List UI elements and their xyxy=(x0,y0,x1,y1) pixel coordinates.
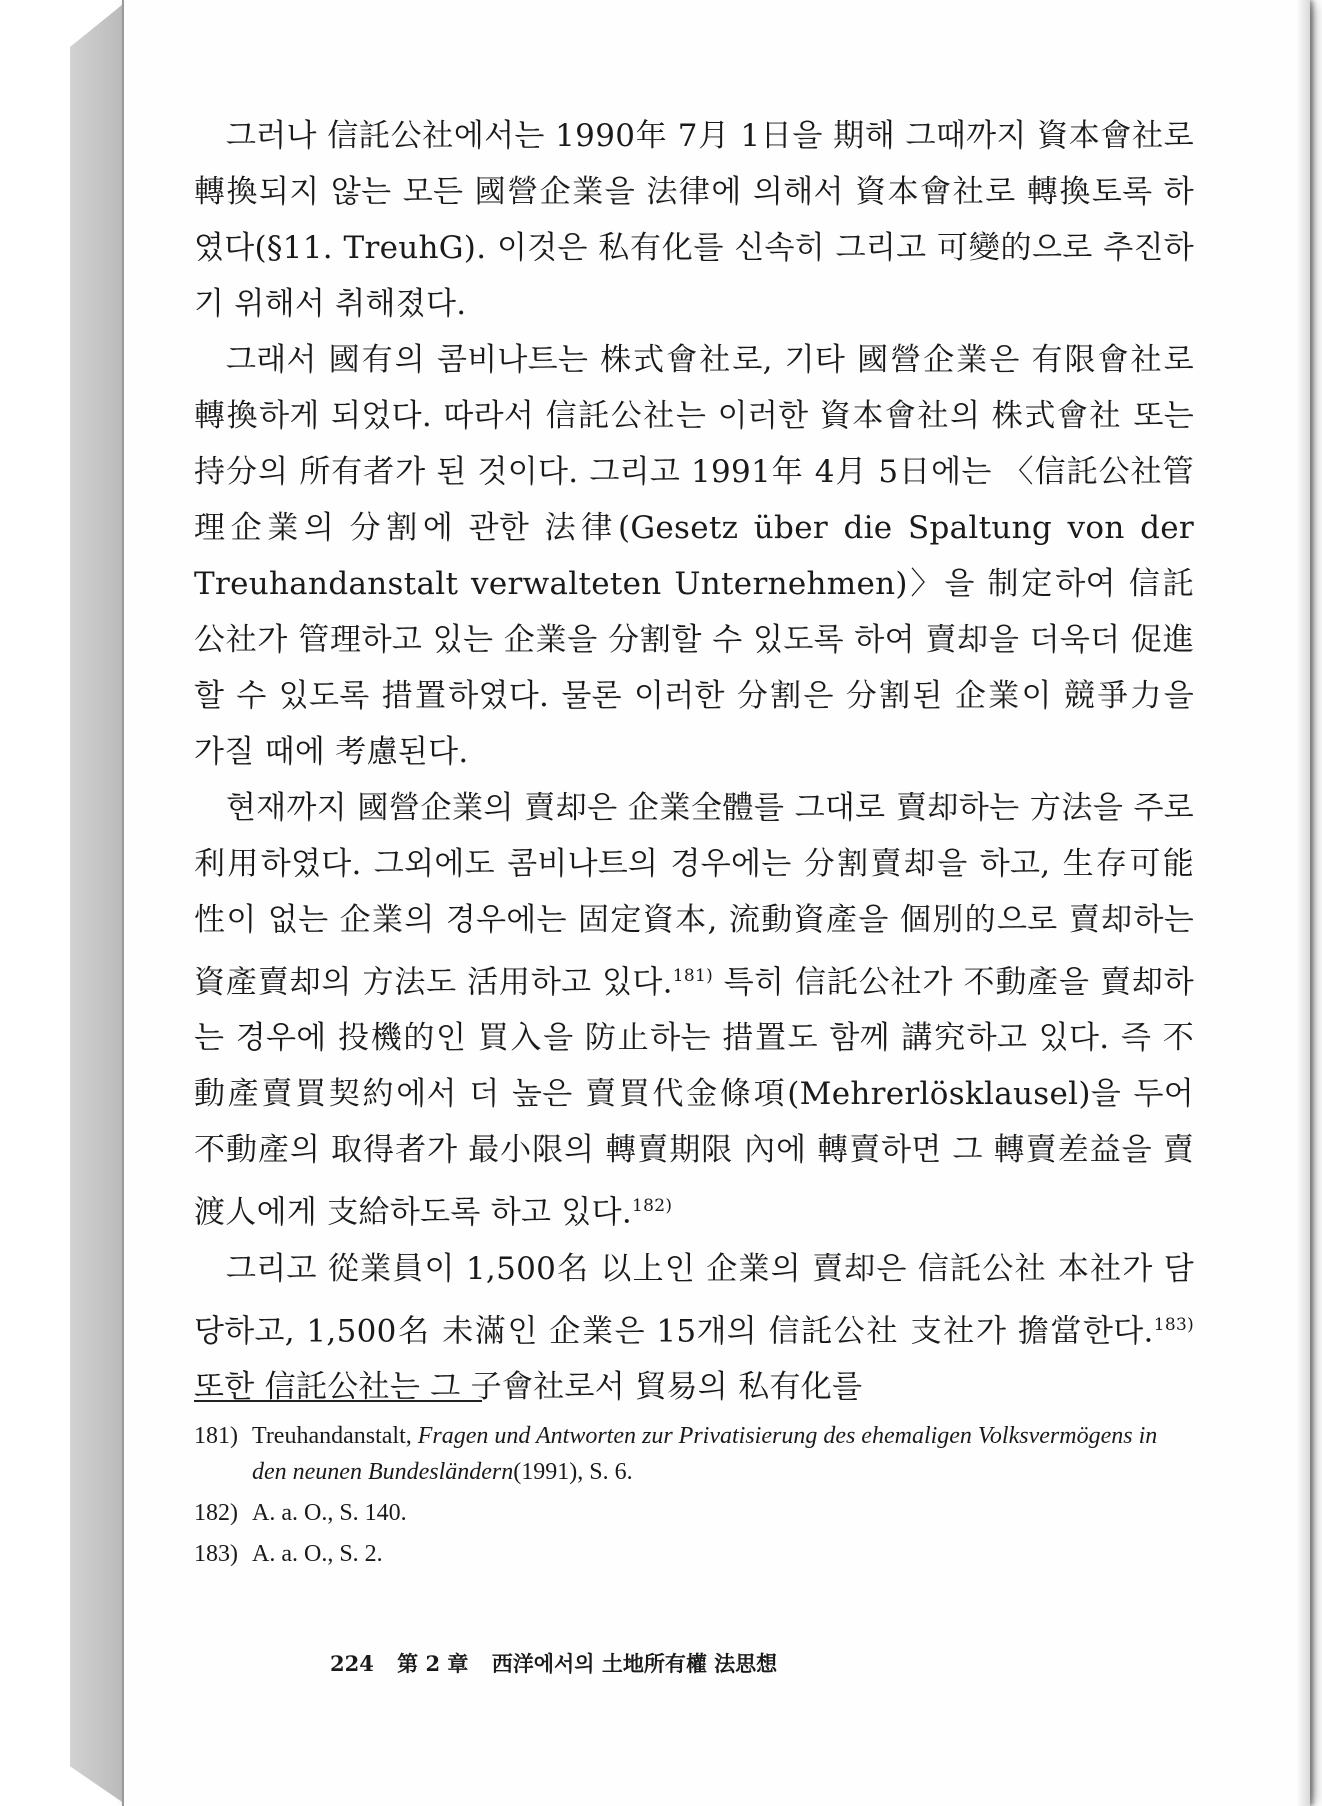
paragraph-3 xyxy=(194,780,1194,1241)
paragraph-1 xyxy=(194,108,1194,332)
footnotes xyxy=(194,1418,1194,1577)
footnote-ref-182[interactable]: 182) xyxy=(632,1196,673,1217)
running-footer xyxy=(330,1648,793,1678)
footnote-author: Treuhandanstalt, xyxy=(252,1423,412,1449)
footnote-182 xyxy=(194,1495,1194,1531)
footnote-text: A. a. O., S. 2. xyxy=(252,1541,383,1567)
paragraph-3-text-cont: 특히 信託公社가 不動產을 賣却하는 경우에 投機的인 買入을 防止하는 措置도 함께 講究하고 있다. 즉 不動產賣買契約에서 더 높은 賣買代金條項(Mehrerlösklausel)을 두어 不動產의 取得者가 最小限의 轉賣期限 內에 轉賣하면 그 轉賣差益을 賣渡人에게 支給하도록 하고 있다. xyxy=(194,964,1195,1231)
footnote-number: 183) xyxy=(194,1541,238,1567)
footnote-text: A. a. O., S. 140. xyxy=(252,1500,407,1526)
footnote-text xyxy=(252,1418,1194,1490)
paragraph-2-text: 그래서 國有의 콤비나트는 株式會社로, 기타 國營企業은 有限會社로 轉換하게 되었다. 따라서 信託公社는 이러한 資本會社의 株式會社 또는 持分의 所有者가 된 것이다. 그리고 1991年 4月 5日에는 〈信託公社管理企業의 分割에 관한 法律(Gesetz über die Spaltung von der Treuhandanstalt verwalteten Unternehmen)〉을 制定하여 信託公社가 管理하고 있는 企業을 分割할 수 있도록 하여 賣却을 더욱더 促進할 수 있도록 措置하였다. 물론 이러한 分割은 分割된 企業이 競爭力을 가질 때에 考慮된다. xyxy=(194,342,1194,770)
page-edge xyxy=(1296,0,1310,1806)
body-text xyxy=(194,108,1194,1415)
paragraph-4-text-cont: 또한 信託公社는 그 子會社로서 貿易의 私有化를 xyxy=(194,1368,863,1405)
footnote-rest: (1991), S. 6. xyxy=(513,1459,633,1485)
page-number: 224 xyxy=(330,1651,374,1676)
book-spine xyxy=(70,0,128,1806)
footnote-number: 181) xyxy=(194,1423,238,1449)
footnote-title: Fragen und Antworten zur Privatisierung des ehemaligen Volksvermögens in den neunen Bundesländern xyxy=(252,1423,1158,1485)
footnote-181 xyxy=(194,1418,1194,1490)
paragraph-3-text: 현재까지 國營企業의 賣却은 企業全體를 그대로 賣却하는 方法을 주로 利用하였다. 그외에도 콤비나트의 경우에는 分割賣却을 하고, 生存可能性이 없는 企業의 경우에는 固定資本, 流動資產을 個別的으로 賣却하는 資產賣却의 方法도 活用하고 있다. xyxy=(194,790,1194,1001)
footnote-number: 182) xyxy=(194,1500,238,1526)
chapter-label: 第 2 章 xyxy=(397,1651,469,1676)
footnote-183 xyxy=(194,1536,1194,1572)
paragraph-2 xyxy=(194,332,1194,780)
chapter-title: 西洋에서의 土地所有權 法思想 xyxy=(491,1651,778,1676)
paragraph-1-text: 그러나 信託公社에서는 1990年 7月 1日을 期해 그때까지 資本會社로 轉換되지 않는 모든 國營企業을 法律에 의해서 資本會社로 轉換토록 하였다(§11. TreuhG). 이것은 私有化를 신속히 그리고 可變的으로 추진하기 위해서 취해졌다. xyxy=(194,118,1194,322)
footnote-ref-181[interactable]: 181) xyxy=(672,966,714,986)
footnote-divider xyxy=(194,1400,482,1402)
paragraph-4-text: 그리고 從業員이 1,500名 以上인 企業의 賣却은 信託公社 本社가 담당하고, 1,500名 未滿인 企業은 15개의 信託公社 支社가 擔當한다. xyxy=(194,1250,1194,1349)
paragraph-4 xyxy=(194,1241,1194,1415)
footnote-ref-183[interactable]: 183) xyxy=(1153,1314,1194,1335)
